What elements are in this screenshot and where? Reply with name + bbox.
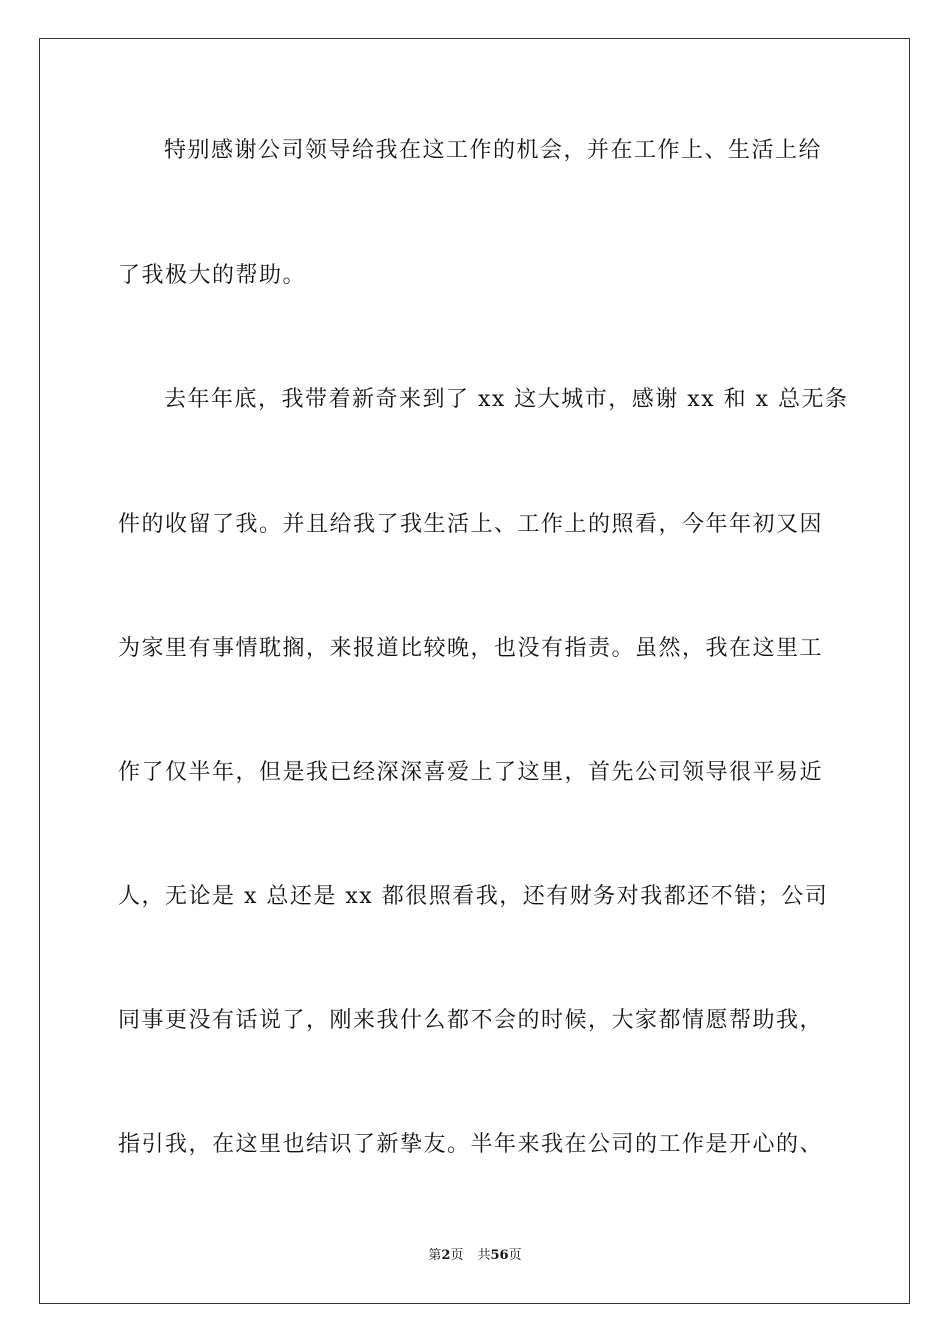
paragraph-2-line-3: 为家里有事情耽搁，来报道比较晚，也没有指责。虽然，我在这里工 bbox=[118, 636, 824, 661]
paragraph-2-line-5: 人，无论是 x 总还是 xx 都很照看我，还有财务对我都还不错；公司 bbox=[118, 884, 829, 909]
total-pages: 56 bbox=[490, 1248, 509, 1263]
page-number: 2 bbox=[441, 1248, 451, 1263]
paragraph-2-line-2: 件的收留了我。并且给我了我生活上、工作上的照看，今年年初又因 bbox=[118, 512, 824, 537]
total-prefix: 共 bbox=[477, 1248, 491, 1263]
page-prefix: 第 bbox=[428, 1248, 442, 1263]
page-footer bbox=[0, 1247, 950, 1265]
paragraph-2-line-6: 同事更没有话说了，刚来我什么都不会的时候，大家都情愿帮助我， bbox=[118, 1008, 824, 1033]
paragraph-1-line-1: 特别感谢公司领导给我在这工作的机会，并在工作上、生活上给 bbox=[164, 138, 823, 163]
paragraph-2-line-7: 指引我，在这里也结识了新挚友。半年来我在公司的工作是开心的、 bbox=[118, 1132, 824, 1157]
paragraph-1-line-2: 了我极大的帮助。 bbox=[118, 263, 307, 288]
paragraph-2-line-4: 作了仅半年，但是我已经深深喜爱上了这里，首先公司领导很平易近 bbox=[118, 760, 824, 785]
total-suffix: 页 bbox=[508, 1248, 522, 1263]
paragraph-2-line-1: 去年年底，我带着新奇来到了 xx 这大城市，感谢 xx 和 x 总无条 bbox=[164, 387, 849, 412]
page-border bbox=[39, 38, 910, 1304]
page-suffix: 页 bbox=[450, 1248, 464, 1263]
